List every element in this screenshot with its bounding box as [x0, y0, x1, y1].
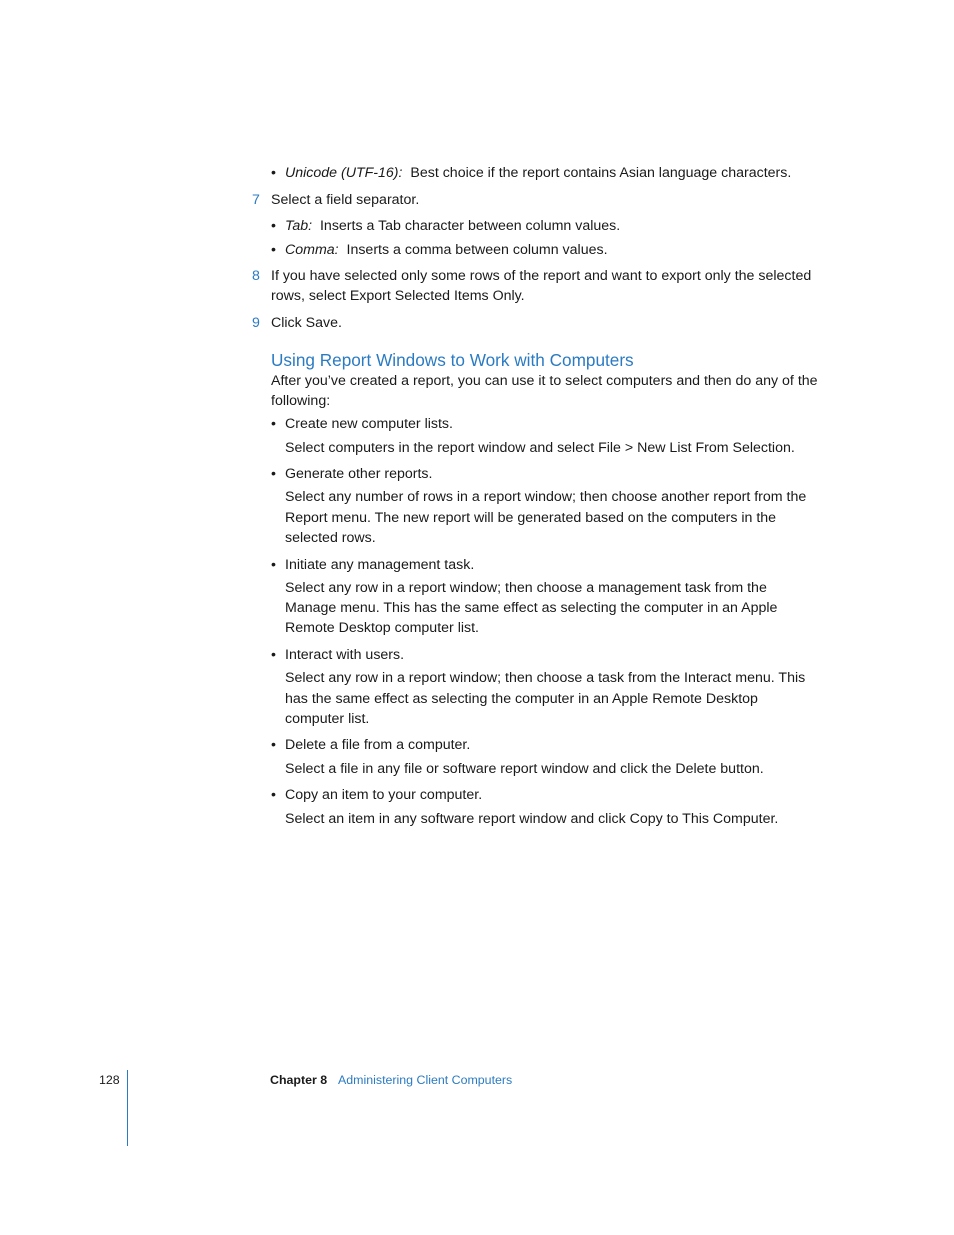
task-desc-line: Select any row in a report window; then choose a management task from the — [285, 580, 767, 596]
bullet-dot: • — [271, 787, 276, 803]
bullet-dot: • — [271, 242, 276, 258]
bullet-dot: • — [271, 557, 276, 573]
footer-divider — [127, 1070, 128, 1146]
bullet-text: Inserts a comma between column values. — [346, 242, 608, 258]
bullet-dot: • — [271, 737, 276, 753]
task-desc-line: Select any number of rows in a report window; then choose another report from the — [285, 489, 807, 505]
task-desc-line: selected rows. — [285, 530, 376, 546]
bullet-dot: • — [271, 466, 276, 482]
task-title: Interact with users. — [285, 647, 405, 663]
task-desc-line: Select any row in a report window; then choose a task from the Interact menu. This — [285, 670, 806, 686]
footer-chapter-label: Chapter 8 — [270, 1073, 328, 1087]
section-intro-line2: following: — [271, 393, 331, 409]
task-desc-line: Manage menu. This has the same effect as selecting the computer in an Apple — [285, 600, 778, 616]
footer-chapter-title: Administering Client Computers — [338, 1073, 513, 1087]
step-number-9: 9 — [252, 315, 260, 331]
page-number: 128 — [99, 1073, 120, 1087]
task-desc-line: Remote Desktop computer list. — [285, 620, 479, 636]
section-heading: Using Report Windows to Work with Computers — [271, 350, 634, 370]
step-text-9: Click Save. — [271, 315, 342, 331]
bullet-term: Unicode (UTF-16): — [285, 165, 403, 181]
task-title: Copy an item to your computer. — [285, 787, 483, 803]
bullet-dot: • — [271, 416, 276, 432]
step-number-7: 7 — [252, 192, 260, 208]
bullet-dot: • — [271, 647, 276, 663]
task-title: Generate other reports. — [285, 466, 433, 482]
task-desc-line: computer list. — [285, 711, 370, 727]
task-title: Initiate any management task. — [285, 557, 475, 573]
bullet-text: Best choice if the report contains Asian language characters. — [410, 165, 792, 181]
bullet-dot: • — [271, 165, 276, 181]
section-intro-line1: After you’ve created a report, you can use it to select computers and then do any of the — [271, 373, 818, 389]
task-desc-line: Select an item in any software report window and click Copy to This Computer. — [285, 811, 779, 827]
task-title: Delete a file from a computer. — [285, 737, 471, 753]
task-title: Create new computer lists. — [285, 416, 453, 432]
step-text-7: Select a field separator. — [271, 192, 420, 208]
step-number-8: 8 — [252, 268, 260, 284]
bullet-text: Inserts a Tab character between column values. — [319, 218, 621, 234]
task-desc-line: Report menu. The new report will be generated based on the computers in the — [285, 510, 777, 526]
step-text-8-line2: rows, select Export Selected Items Only. — [271, 288, 525, 304]
bullet-term: Tab: — [285, 218, 313, 234]
bullet-dot: • — [271, 218, 276, 234]
task-desc-line: Select a file in any file or software report window and click the Delete button. — [285, 761, 764, 777]
task-desc-line: has the same effect as selecting the computer in an Apple Remote Desktop — [285, 691, 758, 707]
task-desc-line: Select computers in the report window and select File > New List From Selection. — [285, 440, 795, 456]
bullet-term: Comma: — [285, 242, 339, 258]
step-text-8-line1: If you have selected only some rows of the report and want to export only the selected — [271, 268, 812, 284]
